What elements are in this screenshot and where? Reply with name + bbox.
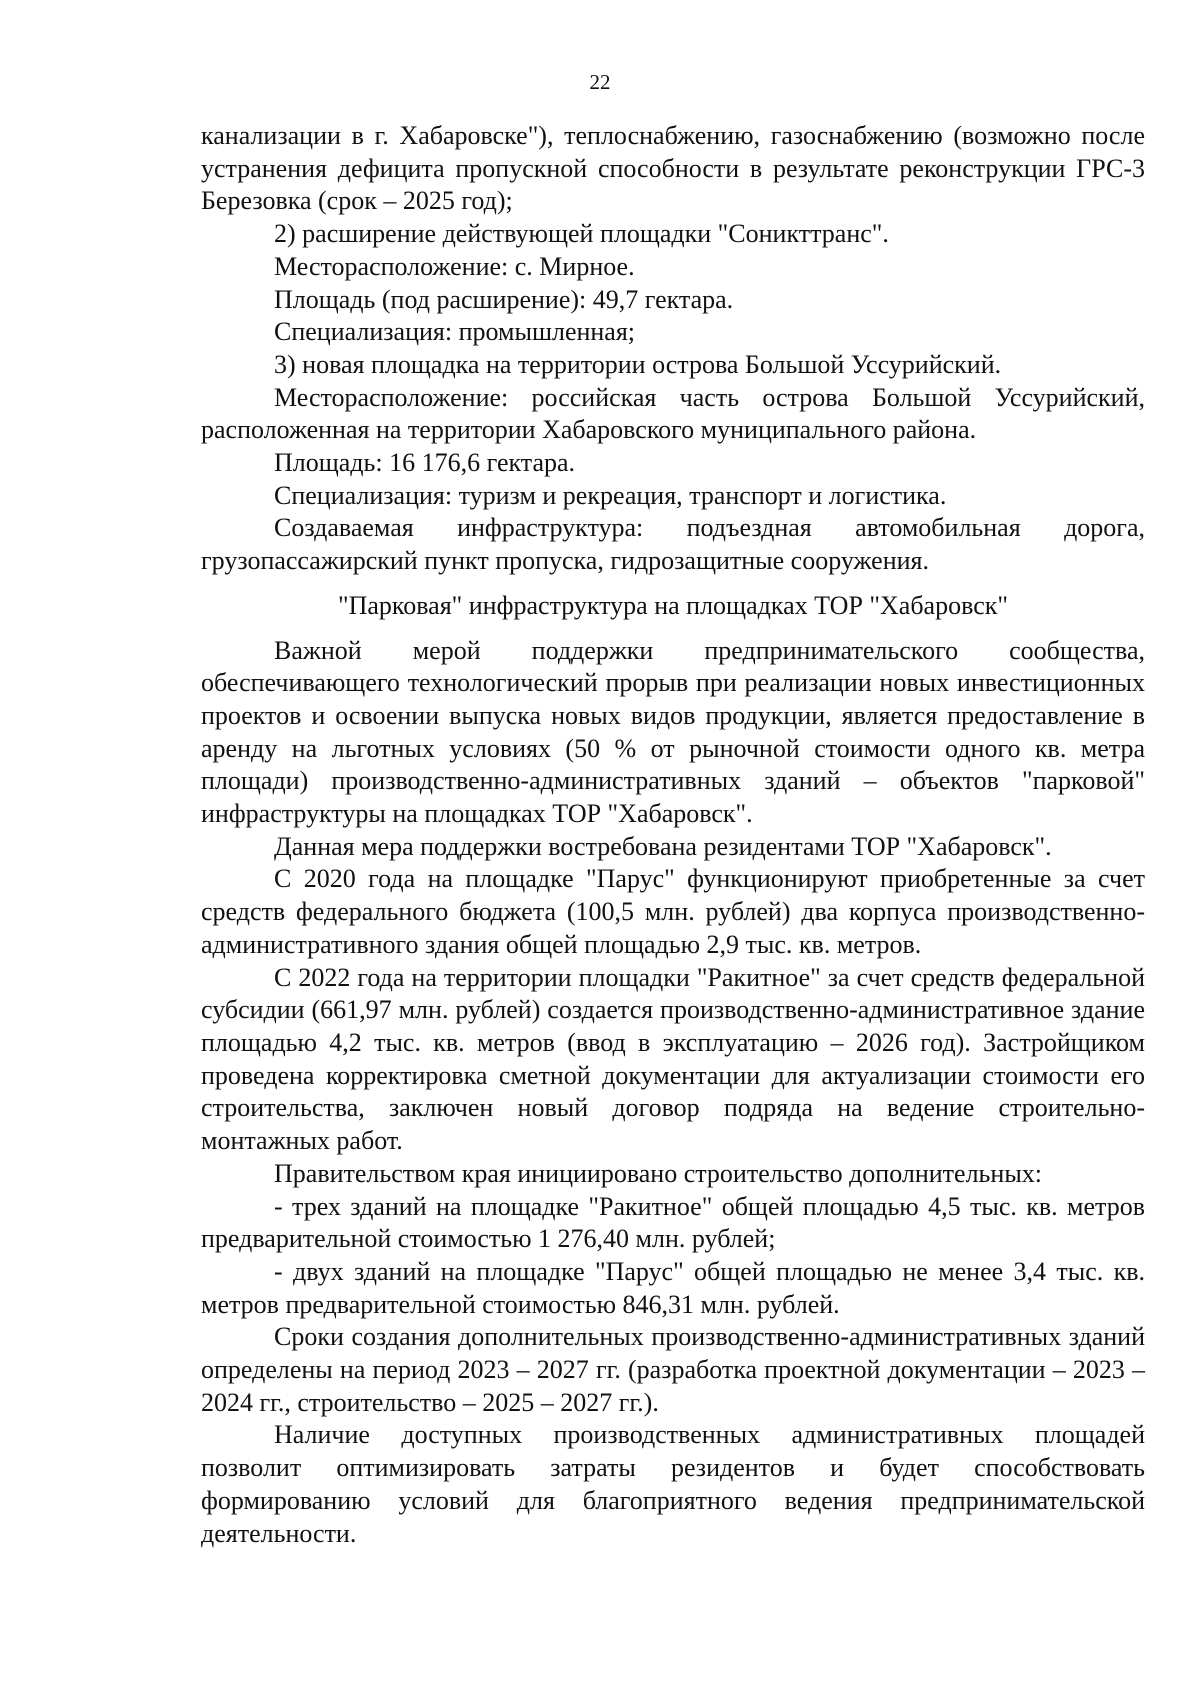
paragraph-location-ussuri: Месторасположение: российская часть острова Большой Уссурийский, расположенная на территории Хабаровского муниципального района. (201, 382, 1145, 445)
section-heading: "Парковая" инфраструктура на площадках ТОР "Хабаровск" (337, 590, 1009, 620)
list-item-sonictrans: 2) расширение действующей площадки "Соникттранс". (274, 219, 889, 249)
paragraph-specialization-industrial: Специализация: промышленная; (274, 317, 636, 347)
list-item-parus-buildings: - двух зданий на площадке "Парус" общей площадью не менее 3,4 тыс. кв. метров предварительной стоимостью 846,31 млн. рублей. (201, 1256, 1145, 1319)
paragraph-continuation: канализации в г. Хабаровске"), теплоснабжению, газоснабжению (возможно после устранения дефицита пропускной способности в результате реконструкции ГРС-3 Березовка (срок – 2025 год); (201, 121, 1145, 216)
paragraph-area-ussuri: Площадь: 16 176,6 гектара. (274, 448, 576, 478)
paragraph-parus-2020: С 2020 года на площадке "Парус" функционируют приобретенные за счет средств федерального бюджета (100,5 млн. рублей) два корпуса производственно-административного здания общей площадью 2,9 тыс. кв. метров. (201, 864, 1145, 959)
paragraph-government-initiative: Правительством края инициировано строительство дополнительных: (274, 1158, 1043, 1188)
paragraph-conclusion: Наличие доступных производственных административных площадей позволит оптимизировать затраты резидентов и будет способствовать формированию условий для благоприятного ведения предпринимательской деятельности. (201, 1420, 1145, 1548)
document-body (201, 120, 1145, 1550)
paragraph-rakitnoe-2022: С 2022 года на территории площадки "Ракитное" за счет средств федеральной субсидии (661,97 млн. рублей) создается производственно-административное здание площадью 4,2 тыс. кв. метров (ввод в эксплуатацию – 2026 год). Застройщиком проведена корректировка сметной документации для актуализации стоимости его строительства, заключен новый договор подряда на ведение строительно-монтажных работ. (201, 962, 1145, 1156)
paragraph-infrastructure: Создаваемая инфраструктура: подъездная автомобильная дорога, грузопассажирский пункт пропуска, гидрозащитные сооружения. (201, 513, 1145, 576)
page-number: 22 (589, 70, 611, 94)
paragraph-timeline: Сроки создания дополнительных производственно-административных зданий определены на период 2023 – 2027 гг. (разработка проектной документации – 2023 – 2024 гг., строительство – 2025 – 2027 гг.). (201, 1322, 1145, 1417)
paragraph-area-expansion: Площадь (под расширение): 49,7 гектара. (274, 284, 734, 314)
paragraph-specialization-tourism: Специализация: туризм и рекреация, транспорт и логистика. (274, 480, 947, 510)
paragraph-location-mirnoe: Месторасположение: с. Мирное. (274, 251, 635, 281)
list-item-rakitnoe-buildings: - трех зданий на площадке "Ракитное" общей площадью 4,5 тыс. кв. метров предварительной стоимостью 1 276,40 млн. рублей; (201, 1191, 1145, 1254)
list-item-ussuri-island: 3) новая площадка на территории острова Большой Уссурийский. (274, 349, 1002, 379)
paragraph-demand: Данная мера поддержки востребована резидентами ТОР "Хабаровск". (274, 831, 1052, 861)
paragraph-support-measure: Важной мерой поддержки предпринимательского сообщества, обеспечивающего технологический прорыв при реализации новых инвестиционных проектов и освоении выпуска новых видов продукции, является предоставление в аренду на льготных условиях (50 % от рыночной стоимости одного кв. метра площади) производственно-административных зданий – объектов "парковой" инфраструктуры на площадках ТОР "Хабаровск". (201, 635, 1145, 829)
